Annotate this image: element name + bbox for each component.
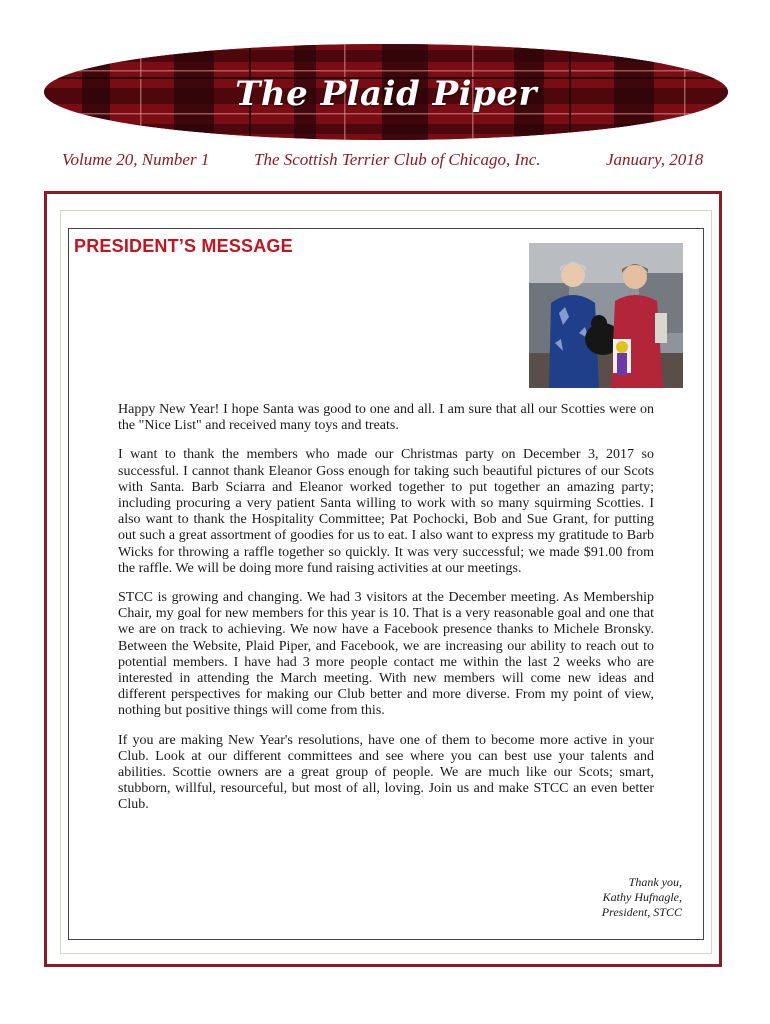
paragraph: Happy New Year! I hope Santa was good to one and all. I am sure that all our Scotties were on the "Nice List" and received many toys and treats.	[118, 402, 654, 434]
volume-number: Volume 20, Number 1	[62, 150, 210, 169]
signoff-title: President, STCC	[601, 905, 682, 919]
paragraph: If you are making New Year's resolutions, have one of them to become more active in your Club. Look at our different committees and see where you can best use your talents and abilities. Scottie owners are a great group of people. We are much like our Scots; smart, stubborn, willful, resourceful, but most of all, loving. Join us and make STCC an even better Club.	[118, 732, 654, 813]
section-heading: PRESIDENT’S MESSAGE	[74, 236, 293, 256]
masthead-banner	[44, 44, 728, 140]
paragraph: STCC is growing and changing. We had 3 visitors at the December meeting. As Membership Chair, my goal for new members for this year is 10. That is a very reasonable goal and one that we are on track to achieving. We now have a Facebook presence thanks to Michele Bronsky. Between the Website, Plaid Piper, and Facebook, we are increasing our ability to reach out to potential members. I have had 3 more people contact me within the last 2 weeks who are interested in attending the March meeting. With new members will come new ideas and different perspectives for making our Club better and more diverse. From my point of view, nothing but positive things will come from this.	[118, 590, 654, 719]
signoff-block	[602, 875, 682, 920]
photo-two-women-with-scottish-terrier-icon	[529, 243, 683, 388]
issue-date: January, 2018	[606, 150, 704, 169]
paragraph: I want to thank the members who made our Christmas party on December 3, 2017 so successful. I cannot thank Eleanor Goss enough for taking such beautiful pictures of our Scots with Santa. Barb Sciarra and Eleanor worked together to put together an amazing party; including procuring a very patient Santa willing to work with so many squirming Scotties. I also want to thank the Hospitality Committee; Pat Pochocki, Bob and Sue Grant, for putting out such a great assortment of goodies for us to eat. I also want to express my gratitude to Barb Wicks for throwing a raffle together so quickly. It was very successful; we made $91.00 from the raffle. We will be doing more fund raising activities at our meetings.	[118, 447, 654, 576]
signoff-name: Kathy Hufnagle,	[602, 890, 682, 904]
issue-info-line	[0, 150, 770, 174]
club-name: The Scottish Terrier Club of Chicago, Inc.	[254, 150, 541, 169]
photo-image	[529, 243, 683, 388]
signoff-thanks: Thank you,	[628, 875, 682, 889]
article-body	[118, 402, 654, 827]
newsletter-title: The Plaid Piper	[235, 74, 537, 114]
